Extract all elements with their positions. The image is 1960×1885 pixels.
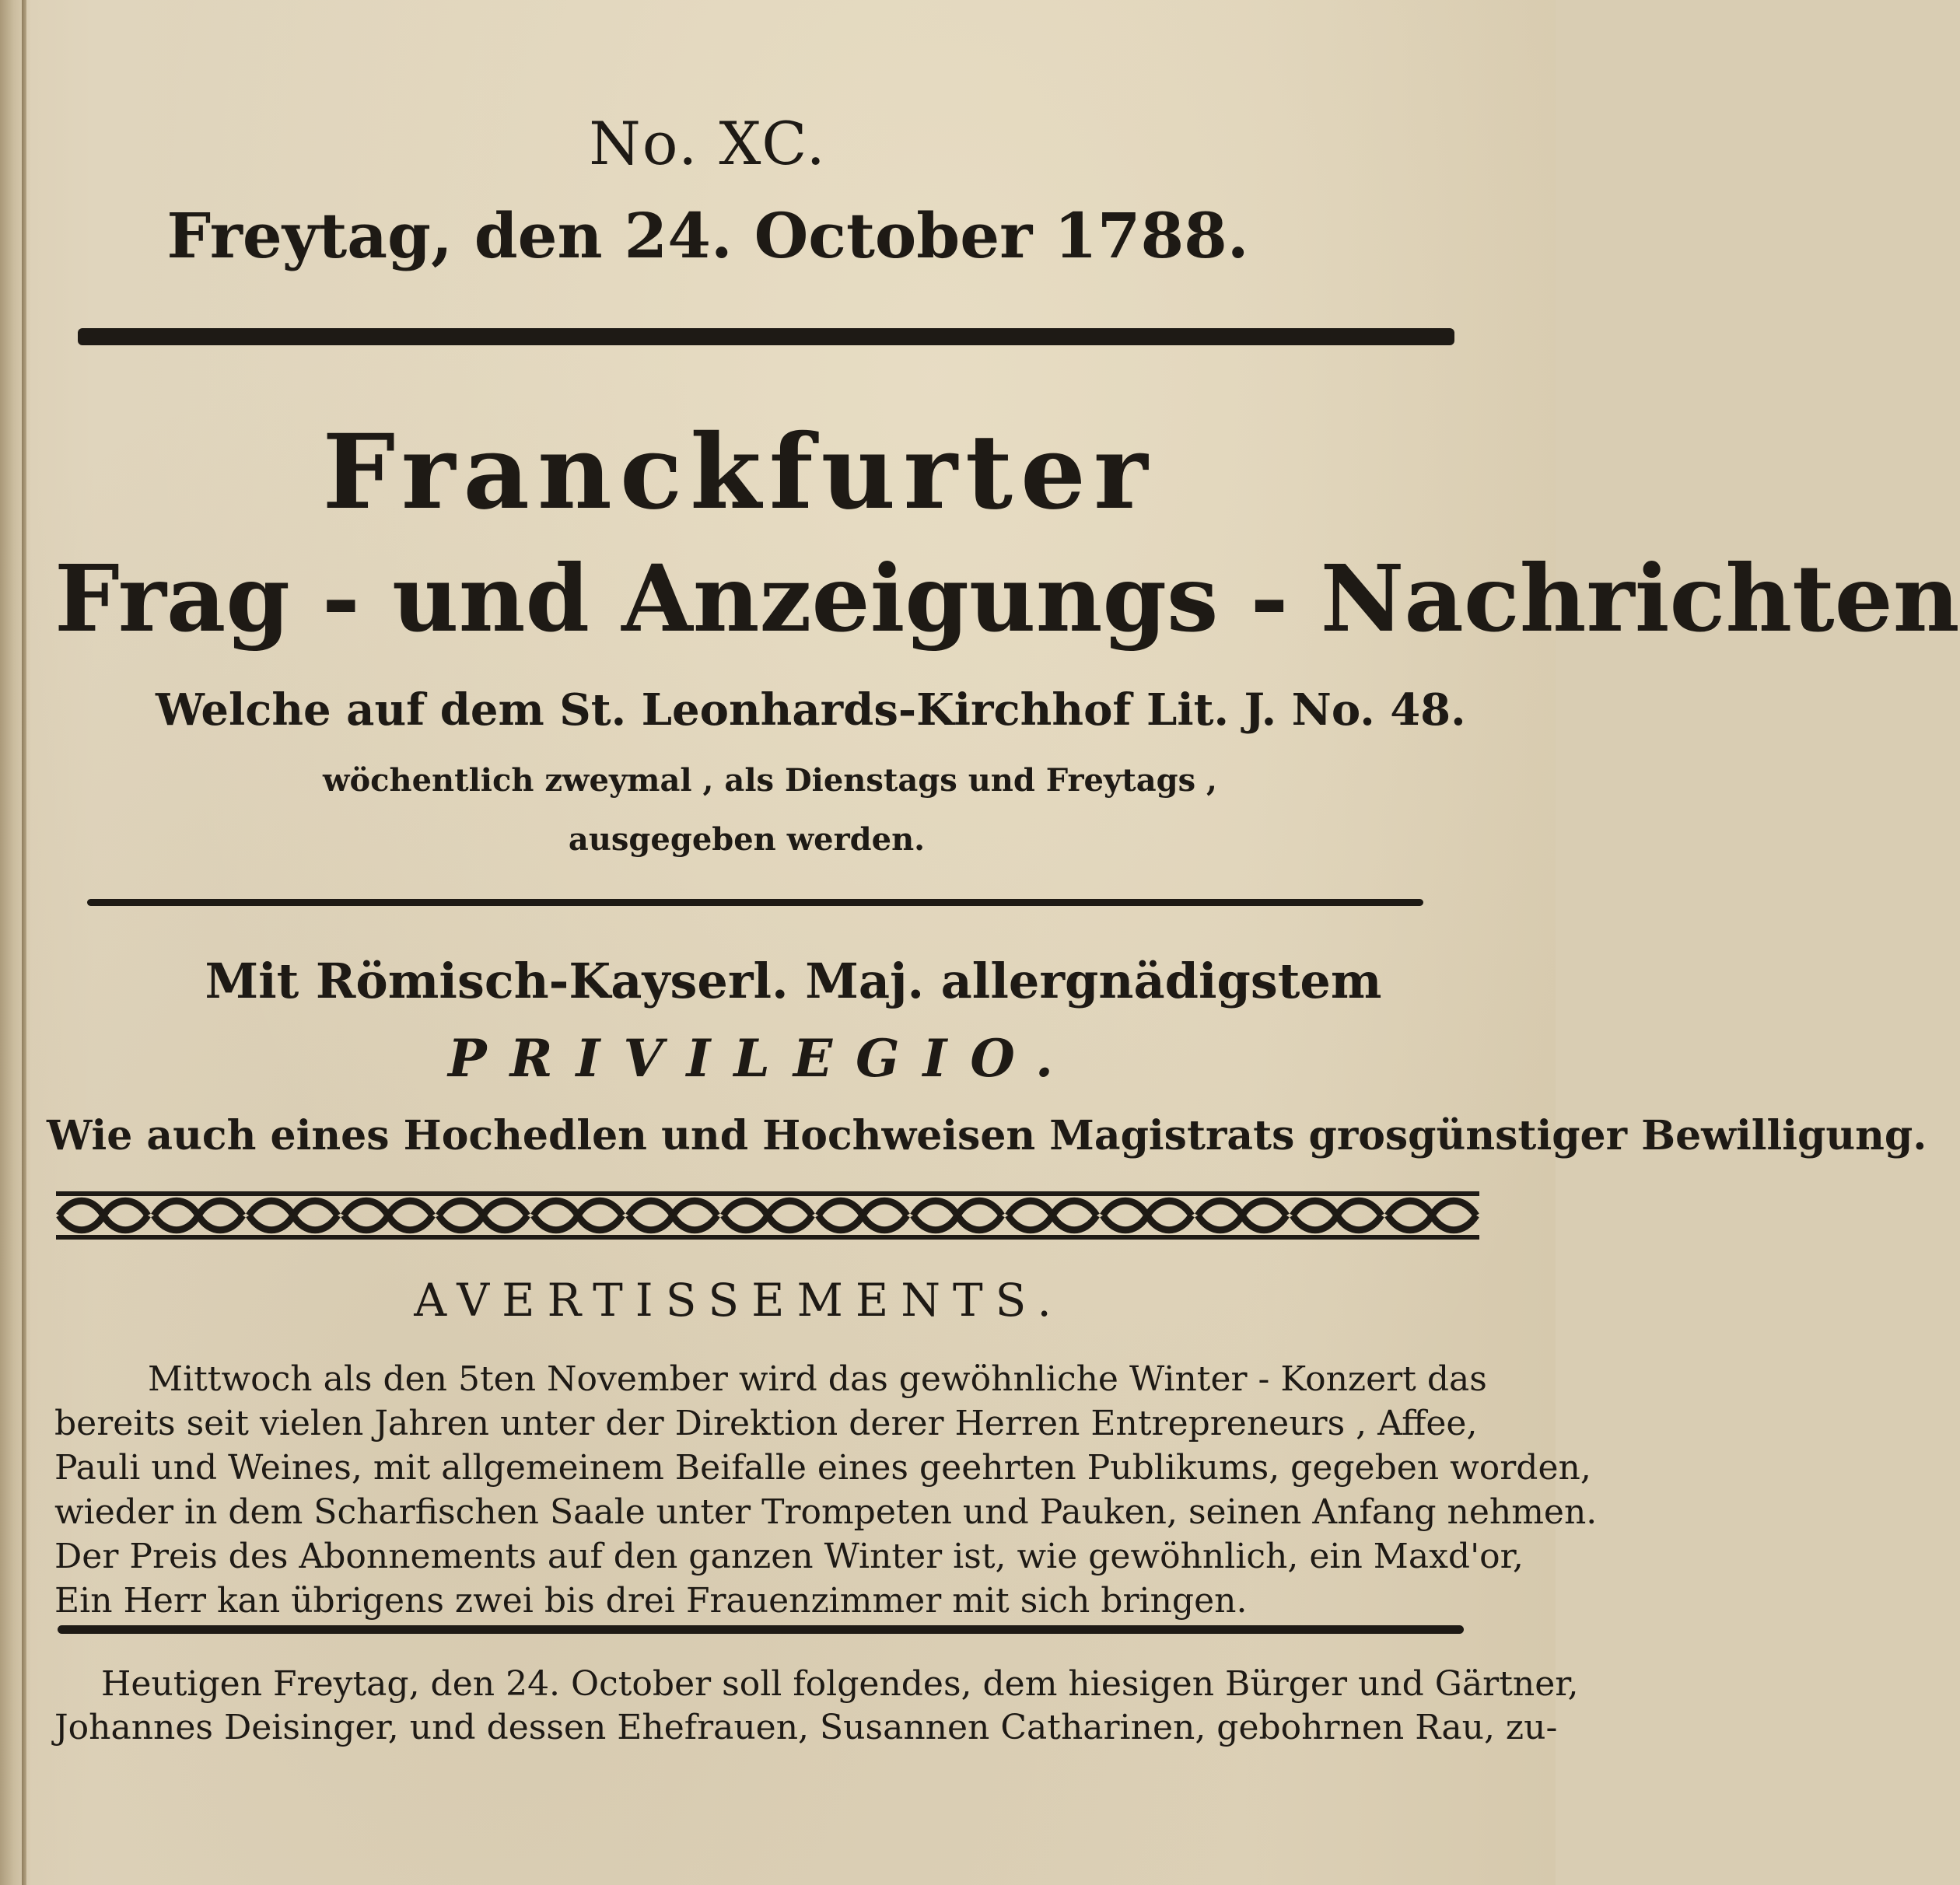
privilege-line2: PRIVILEGIO.: [448, 1028, 1076, 1089]
masthead-subtitle-line2: wöchentlich zweymal , als Dienstags und Freytags ,: [323, 762, 1217, 799]
masthead-subtitle-line1: Welche auf dem St. Leonhards-Kirchhof Lit. J. No. 48.: [156, 684, 1466, 736]
notice-line: Pauli und Weines, mit allgemeinem Beifalle eines geehrten Publikums, gegeben worden,: [54, 1448, 1591, 1488]
notice-line: Mittwoch als den 5ten November wird das gewöhnliche Winter - Konzert das: [148, 1359, 1487, 1399]
notice-sale: [54, 1663, 1579, 1750]
issue-date: Freytag, den 24. October 1788.: [166, 199, 1249, 272]
section-heading: AVERTISSEMENTS.: [414, 1274, 1064, 1327]
section-rule: [58, 1625, 1464, 1634]
masthead-subtitle-line3: ausgegeben werden.: [568, 821, 926, 858]
masthead-title-line2: Frag - und Anzeigungs - Nachrichten: [54, 544, 1960, 652]
issue-number: No. XC.: [589, 109, 827, 178]
page-binding-gutter: [22, 0, 26, 1885]
notice-line: Heutigen Freytag, den 24. October soll folgendes, dem hiesigen Bürger und Gärtner,: [101, 1664, 1579, 1704]
ornamental-border: [56, 1190, 1479, 1241]
notice-line: Johannes Deisinger, und dessen Ehefrauen, Susannen Catharinen, gebohrnen Rau, zu-: [54, 1708, 1558, 1747]
masthead-rule: [87, 899, 1423, 906]
notice-line: wieder in dem Scharfischen Saale unter Trompeten und Pauken, seinen Anfang nehmen.: [54, 1492, 1598, 1532]
masthead-title-line1: Franckfurter: [322, 412, 1156, 533]
notice-line: Ein Herr kan übrigens zwei bis drei Frauenzimmer mit sich bringen.: [54, 1581, 1248, 1621]
notice-concert: [54, 1357, 1598, 1623]
privilege-line1: Mit Römisch-Kayserl. Maj. allergnädigstem: [205, 953, 1382, 1009]
header-rule: [78, 328, 1454, 345]
privilege-line3: Wie auch eines Hochedlen und Hochweisen Magistrats grosgünstiger Bewilligung.: [47, 1112, 1927, 1159]
notice-line: Der Preis des Abonnements auf den ganzen Winter ist, wie gewöhnlich, ein Maxd'or,: [54, 1537, 1524, 1576]
notice-line: bereits seit vielen Jahren unter der Direktion derer Herren Entrepreneurs , Affee,: [54, 1404, 1478, 1443]
